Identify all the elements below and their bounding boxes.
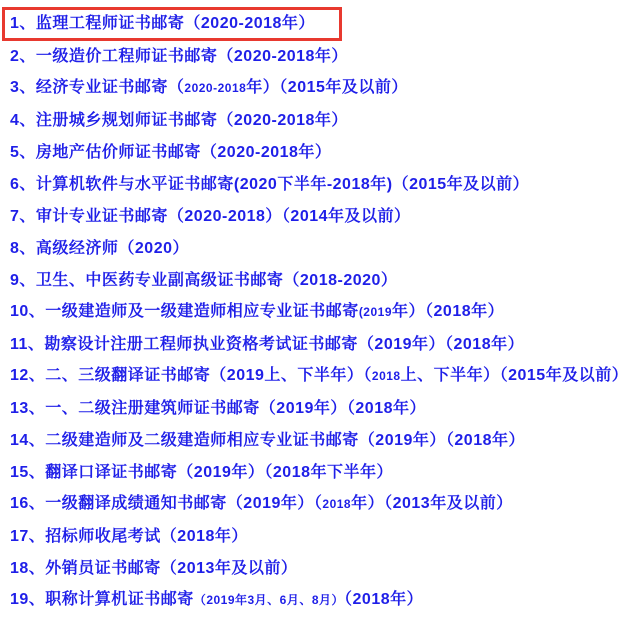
cert-link[interactable]	[10, 301, 504, 323]
link-text-segment: 15、翻译口译证书邮寄（2019年）（2018年下半年）	[10, 463, 393, 481]
cert-link[interactable]	[10, 77, 408, 99]
link-text-segment: 2018	[371, 369, 401, 383]
cert-link-highlighted[interactable]	[2, 7, 342, 41]
list-item	[0, 488, 639, 520]
cert-link[interactable]	[10, 270, 397, 291]
link-text-segment: 年）（2013年及以前）	[351, 495, 513, 512]
list-item	[0, 232, 639, 264]
cert-link[interactable]	[10, 430, 525, 451]
list-item	[0, 72, 639, 104]
cert-link[interactable]	[10, 365, 628, 387]
link-text-segment: 11、勘察设计注册工程师执业资格考试证书邮寄（2019年）（2018年）	[10, 335, 525, 353]
cert-link[interactable]	[10, 398, 426, 419]
link-text-segment: 19、职称计算机证书邮寄	[10, 591, 194, 608]
list-item	[0, 40, 639, 72]
link-text-segment: （2019年3月、6月、8月）	[193, 593, 345, 607]
list-item	[0, 136, 639, 168]
cert-link[interactable]	[10, 334, 524, 355]
link-text-segment: 7、审计专业证书邮寄（2020-2018）（2014年及以前）	[10, 207, 411, 225]
cert-link[interactable]	[10, 558, 297, 579]
cert-link[interactable]	[10, 142, 331, 163]
link-text-segment: 年）（2018年）	[392, 303, 505, 320]
cert-link[interactable]	[10, 174, 529, 195]
list-item	[0, 456, 639, 488]
list-item	[0, 520, 639, 552]
link-text-segment: 5、房地产估价师证书邮寄（2020-2018年）	[10, 143, 332, 161]
link-text-segment: 17、招标师收尾考试（2018年）	[10, 527, 248, 545]
link-text-segment: 2018	[322, 497, 352, 511]
link-text-segment: 1、监理工程师证书邮寄（2020-2018年）	[10, 15, 315, 32]
list-item	[0, 200, 639, 232]
cert-link[interactable]	[10, 526, 248, 547]
link-text-segment: 18、外销员证书邮寄（2013年及以前）	[10, 559, 298, 577]
cert-link[interactable]	[10, 46, 348, 67]
list-item	[0, 552, 639, 584]
list-item	[0, 104, 639, 136]
list-item	[0, 360, 639, 392]
link-text-segment: (2019	[358, 305, 393, 319]
list-item	[0, 584, 639, 616]
cert-link[interactable]	[10, 589, 423, 611]
list-item	[0, 168, 639, 200]
list-item	[0, 328, 639, 360]
cert-link[interactable]	[10, 110, 348, 131]
cert-link[interactable]	[10, 238, 189, 259]
link-text-segment: 2、一级造价工程师证书邮寄（2020-2018年）	[10, 47, 348, 65]
list-item	[0, 264, 639, 296]
link-text-segment: 8、高级经济师（2020）	[10, 239, 189, 257]
link-text-segment: 16、一级翻译成绩通知书邮寄（2019年）（	[10, 495, 323, 512]
link-text-segment: 6、计算机软件与水平证书邮寄(2020下半年-2018年)（2015年及以前）	[10, 175, 530, 193]
link-text-segment: 上、下半年）（2015年及以前）	[400, 367, 629, 384]
list-item	[0, 392, 639, 424]
list-item	[0, 8, 639, 40]
link-text-segment: （2018年）	[344, 591, 424, 608]
list-item	[0, 296, 639, 328]
link-text-segment: 10、一级建造师及一级建造师相应专业证书邮寄	[10, 303, 359, 320]
cert-link[interactable]	[10, 462, 393, 483]
link-text-segment: 4、注册城乡规划师证书邮寄（2020-2018年）	[10, 111, 348, 129]
link-text-segment: 年）（2015年及以前）	[246, 79, 408, 96]
cert-link[interactable]	[10, 493, 513, 515]
link-text-segment: 2020-2018	[184, 81, 247, 95]
link-text-segment: 12、二、三级翻译证书邮寄（2019上、下半年）（	[10, 367, 372, 384]
cert-link[interactable]	[10, 206, 411, 227]
link-text-segment: 14、二级建造师及二级建造师相应专业证书邮寄（2019年）（2018年）	[10, 431, 525, 449]
link-text-segment: 13、一、二级注册建筑师证书邮寄（2019年）（2018年）	[10, 399, 426, 417]
list-item	[0, 424, 639, 456]
link-text-segment: 9、卫生、中医药专业副高级证书邮寄（2018-2020）	[10, 271, 398, 289]
link-text-segment: 3、经济专业证书邮寄（	[10, 79, 185, 96]
